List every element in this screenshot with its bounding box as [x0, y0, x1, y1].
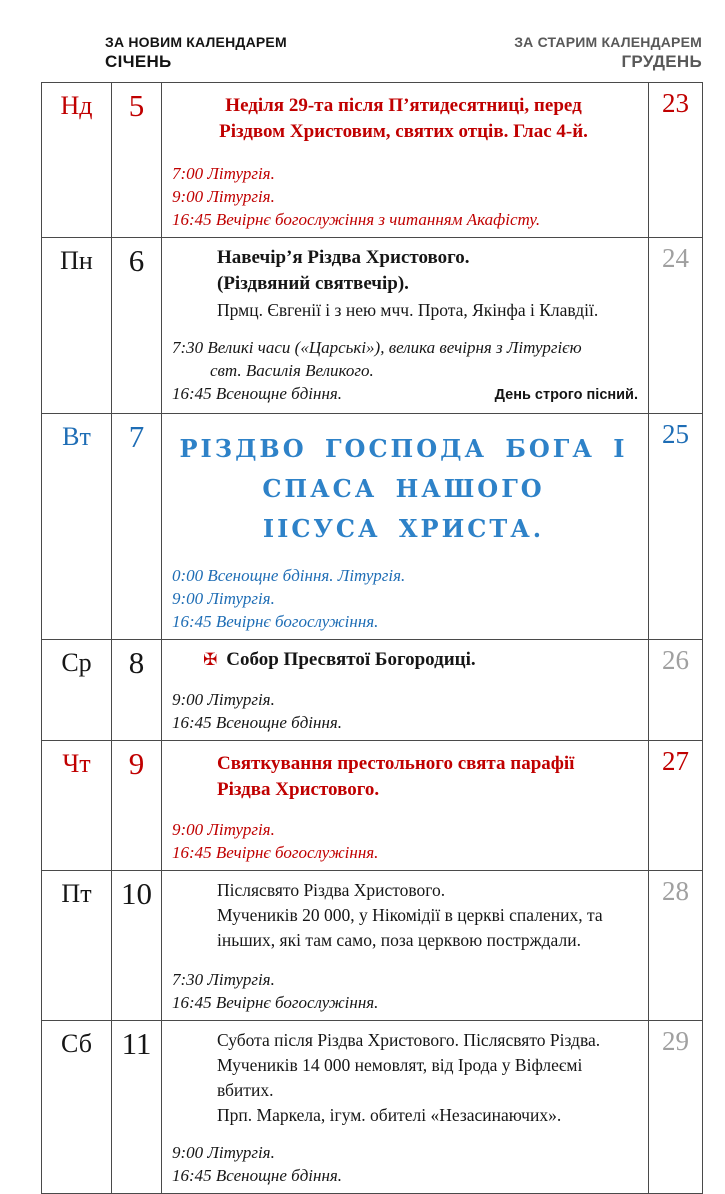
calendar-row-friday	[42, 871, 703, 1021]
old-date: 27	[649, 741, 703, 871]
calendar-row-monday	[42, 238, 703, 414]
service-line: 16:45 Всенощне бдіння.	[172, 713, 343, 732]
old-date: 26	[649, 640, 703, 741]
service-line: 16:45 Всенощне бдіння.	[172, 384, 343, 403]
day-content	[162, 83, 648, 237]
day-content	[162, 414, 648, 639]
day-abbrev: Чт	[42, 741, 112, 871]
service-line: 16:45 Всенощне бдіння.	[172, 1166, 343, 1185]
day-content	[162, 640, 648, 740]
day-content	[162, 741, 648, 870]
calendar-row-sunday	[42, 83, 703, 238]
new-date: 11	[112, 1021, 162, 1194]
new-date: 8	[112, 640, 162, 741]
calendar-row-thursday	[42, 741, 703, 871]
new-calendar-label: ЗА НОВИМ КАЛЕНДАРЕМ	[105, 34, 287, 50]
service-line: 0:00 Всенощне бдіння. Літургія.	[172, 566, 406, 585]
service-line: 9:00 Літургія.	[172, 820, 275, 839]
service-times	[169, 1141, 638, 1187]
old-calendar-header	[514, 33, 702, 73]
day-abbrev: Пт	[42, 871, 112, 1021]
day-content	[162, 871, 648, 1020]
new-date: 6	[112, 238, 162, 414]
calendar-table	[41, 82, 703, 1194]
feast-rank-icon: ✠	[203, 650, 218, 670]
new-date: 10	[112, 871, 162, 1021]
service-line: 7:00 Літургія.	[172, 164, 275, 183]
feast-title: Неділя 29-та після П’ятидесятниці, перед Різдвом Христовим, святих отців. Глас 4-й.	[219, 95, 588, 142]
new-date: 7	[112, 414, 162, 640]
service-line: 16:45 Вечірнє богослужіння з читанням Акафісту.	[172, 210, 541, 229]
service-line: 7:30 Великі часи («Царські»), велика вечірня з Літургією	[172, 338, 582, 357]
service-line-with-note	[172, 382, 638, 407]
new-date: 9	[112, 741, 162, 871]
feast-title: Навечір’я Різдва Христового. (Різдвяний святвечір).	[217, 247, 470, 294]
commemorations: Субота після Різдва Христового. Післясвято Різдва. Мучеників 14 000 немовлят, від Ірода у Віфлеємі вбитих. Прп. Маркела, ігум. обителі «Незасинаючих».	[217, 1030, 601, 1125]
new-month-name: СІЧЕНЬ	[105, 52, 172, 71]
new-calendar-header	[105, 33, 287, 73]
fasting-note: День строго пісний.	[494, 387, 638, 403]
old-date: 28	[649, 871, 703, 1021]
old-date: 23	[649, 83, 703, 238]
service-line: 9:00 Літургія.	[172, 187, 275, 206]
feast-title: Святкування престольного свята парафії Різдва Христового.	[217, 753, 575, 800]
calendar-row-tuesday	[42, 414, 703, 640]
service-line: 7:30 Літургія.	[172, 970, 275, 989]
day-abbrev: Ср	[42, 640, 112, 741]
calendar-row-wednesday	[42, 640, 703, 741]
service-line: 9:00 Літургія.	[172, 589, 275, 608]
service-line: 16:45 Вечірнє богослужіння.	[172, 612, 379, 631]
commemorations: Післясвято Різдва Христового. Мучеників 20 000, у Нікомідії в церкві спалених, та іньших, які там само, поза церквою пострждали.	[217, 880, 603, 950]
calendar-header	[105, 33, 702, 73]
new-date: 5	[112, 83, 162, 238]
service-times	[169, 564, 638, 633]
commemorations: Прмц. Євгенії і з нею мчч. Прота, Якінфа і Клавдії.	[217, 300, 599, 320]
service-line: 16:45 Вечірнє богослужіння.	[172, 993, 379, 1012]
service-times	[169, 336, 638, 407]
old-date: 29	[649, 1021, 703, 1194]
nativity-feast-title: РІЗДВО ГОСПОДА БОГА І СПАСА НАШОГО ІІСУСА ХРИСТА.	[179, 434, 628, 543]
day-abbrev: Пн	[42, 238, 112, 414]
service-times	[169, 688, 638, 734]
feast-title: ✠ Собор Пресвятої Богородиці.	[169, 647, 638, 673]
old-month-name: ГРУДЕНЬ	[621, 52, 702, 71]
old-calendar-label: ЗА СТАРИМ КАЛЕНДАРЕМ	[514, 34, 702, 50]
calendar-row-saturday	[42, 1021, 703, 1194]
service-line-continuation: свт. Василія Великого.	[210, 361, 374, 380]
service-line: 9:00 Літургія.	[172, 690, 275, 709]
service-line: 9:00 Літургія.	[172, 1143, 275, 1162]
old-date: 25	[649, 414, 703, 640]
day-abbrev: Нд	[42, 83, 112, 238]
service-times	[169, 968, 638, 1014]
service-line: 16:45 Вечірнє богослужіння.	[172, 843, 379, 862]
day-content	[162, 1021, 648, 1193]
day-content	[162, 238, 648, 413]
day-abbrev: Вт	[42, 414, 112, 640]
day-abbrev: Сб	[42, 1021, 112, 1194]
service-times	[169, 818, 638, 864]
old-date: 24	[649, 238, 703, 414]
service-times	[169, 162, 638, 231]
